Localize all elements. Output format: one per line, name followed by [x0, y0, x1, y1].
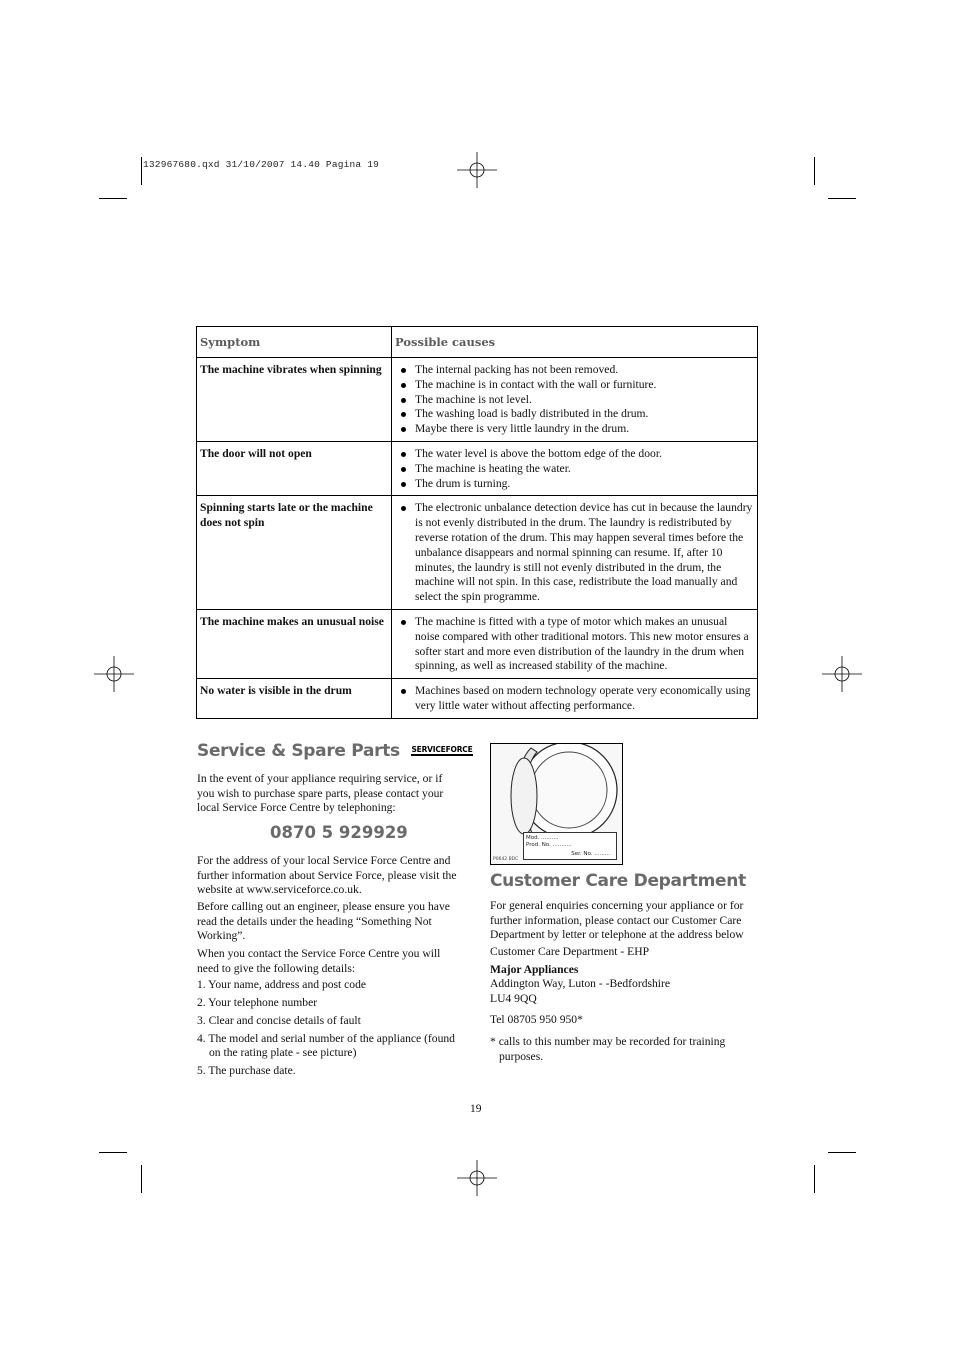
service-when-contact: When you contact the Service Force Centre you will need to give the following details:	[197, 947, 441, 975]
table-row	[197, 496, 758, 610]
plate-model: Mod. ..........	[526, 835, 559, 841]
causes-cell	[392, 441, 758, 495]
crop-mark	[828, 1152, 856, 1153]
crop-mark	[141, 1165, 142, 1193]
cause-item: Machines based on modern technology operate very economically using very little water without affecting performance.	[395, 684, 754, 714]
service-heading-text: Service & Spare Parts	[197, 741, 400, 761]
care-telephone: Tel 08705 950 950*	[490, 1013, 583, 1026]
causes-cell	[392, 358, 758, 442]
list-item: 3. Clear and concise details of fault	[197, 1013, 361, 1027]
cause-item: The electronic unbalance detection device has cut in because the laundry is not evenly distributed in the drum. The laundry is redistributed by reverse rotation of the drum. This may happen several times before the unbalance disappears and normal spinning can resume. If, after 10 minutes, the laundry is still not evenly distributed in the drum, the machine will not spin. In this case, redistribute the load manually and select the spin programme.	[395, 501, 754, 605]
crop-mark	[814, 157, 815, 185]
cause-item: The water level is above the bottom edge of the door.	[395, 447, 754, 462]
service-details-list	[197, 978, 467, 1082]
care-address-line-1: Addington Way, Luton - -Bedfordshire	[490, 977, 671, 990]
registration-mark-icon	[94, 654, 134, 694]
care-major-appliances: Major Appliances	[490, 963, 579, 976]
cause-item: The machine is not level.	[395, 393, 754, 408]
cause-item: The machine is fitted with a type of motor which makes an unusual noise compared with other traditional motors. This new motor ensures a softer start and more even distribution of the laundry in the drum when spinning, as well as increased stability of the machine.	[395, 615, 754, 674]
symptom-cell: The machine vibrates when spinning	[197, 358, 392, 442]
header-symptom: Symptom	[197, 327, 392, 358]
list-item: 4. The model and serial number of the appliance (found on the rating plate - see picture)	[197, 1031, 455, 1060]
cause-item: The drum is turning.	[395, 477, 754, 492]
crop-mark	[141, 157, 142, 185]
registration-mark-icon	[822, 654, 862, 694]
table-row	[197, 441, 758, 495]
table-row	[197, 358, 758, 442]
list-item: 5. The purchase date.	[197, 1064, 296, 1078]
registration-mark-icon	[457, 150, 497, 190]
causes-cell	[392, 496, 758, 610]
table-row	[197, 609, 758, 678]
print-slug: 132967680.qxd 31/10/2007 14.40 Pagina 19	[143, 159, 380, 170]
care-intro: For general enquiries concerning your appliance or for further information, please contact our Customer Care Department by letter or telephone at the address below	[490, 899, 744, 942]
cause-item: The machine is heating the water.	[395, 462, 754, 477]
service-address-info: For the address of your local Service Force Centre and further information about Service Force, please visit the website at www.serviceforce.co.uk.	[197, 854, 457, 897]
crop-mark	[99, 1152, 127, 1153]
table-header-row	[197, 327, 758, 358]
list-item: 1. Your name, address and post code	[197, 978, 367, 991]
service-phone-number: 0870 5 929929	[270, 823, 408, 842]
list-item: 2. Your telephone number	[197, 995, 318, 1009]
serviceforce-logo: SERVICEFORCE	[411, 745, 473, 754]
symptom-cell: The machine makes an unusual noise	[197, 609, 392, 678]
table-row	[197, 679, 758, 719]
symptom-cell: The door will not open	[197, 441, 392, 495]
troubleshooting-table	[196, 326, 758, 719]
crop-mark	[814, 1165, 815, 1193]
causes-cell	[392, 679, 758, 719]
plate-product-number: Prod. No. ...........	[526, 841, 572, 848]
header-possible-causes: Possible causes	[392, 327, 758, 358]
registration-mark-icon	[457, 1158, 497, 1198]
care-recording-note: * calls to this number may be recorded for training purposes.	[490, 1035, 726, 1063]
symptom-cell: Spinning starts late or the machine does not spin	[197, 496, 392, 610]
care-address-line-2: LU4 9QQ	[490, 992, 537, 1005]
symptom-cell: No water is visible in the drum	[197, 679, 392, 719]
rating-plate	[523, 832, 617, 860]
crop-mark	[828, 198, 856, 199]
cause-item: The machine is in contact with the wall or furniture.	[395, 378, 754, 393]
crop-mark	[99, 198, 127, 199]
page-number: 19	[470, 1103, 482, 1115]
causes-cell	[392, 609, 758, 678]
rating-plate-picture	[490, 743, 623, 865]
service-before-calling: Before calling out an engineer, please ensure you have read the details under the heading “Something Not Working”.	[197, 900, 450, 943]
service-heading	[197, 741, 473, 761]
cause-item: Maybe there is very little laundry in the drum.	[395, 422, 754, 437]
care-department: Customer Care Department - EHP	[490, 945, 650, 958]
plate-serial-number: Ser. No. .........	[571, 850, 610, 857]
cause-item: The washing load is badly distributed in the drum.	[395, 407, 754, 422]
service-intro: In the event of your appliance requiring service, or if you wish to purchase spare parts, please contact your local Service Force Centre by telephoning:	[197, 772, 444, 815]
picture-code: P0642 BDC	[493, 857, 519, 862]
cause-item: The internal packing has not been removed.	[395, 363, 754, 378]
customer-care-heading: Customer Care Department	[490, 871, 746, 891]
